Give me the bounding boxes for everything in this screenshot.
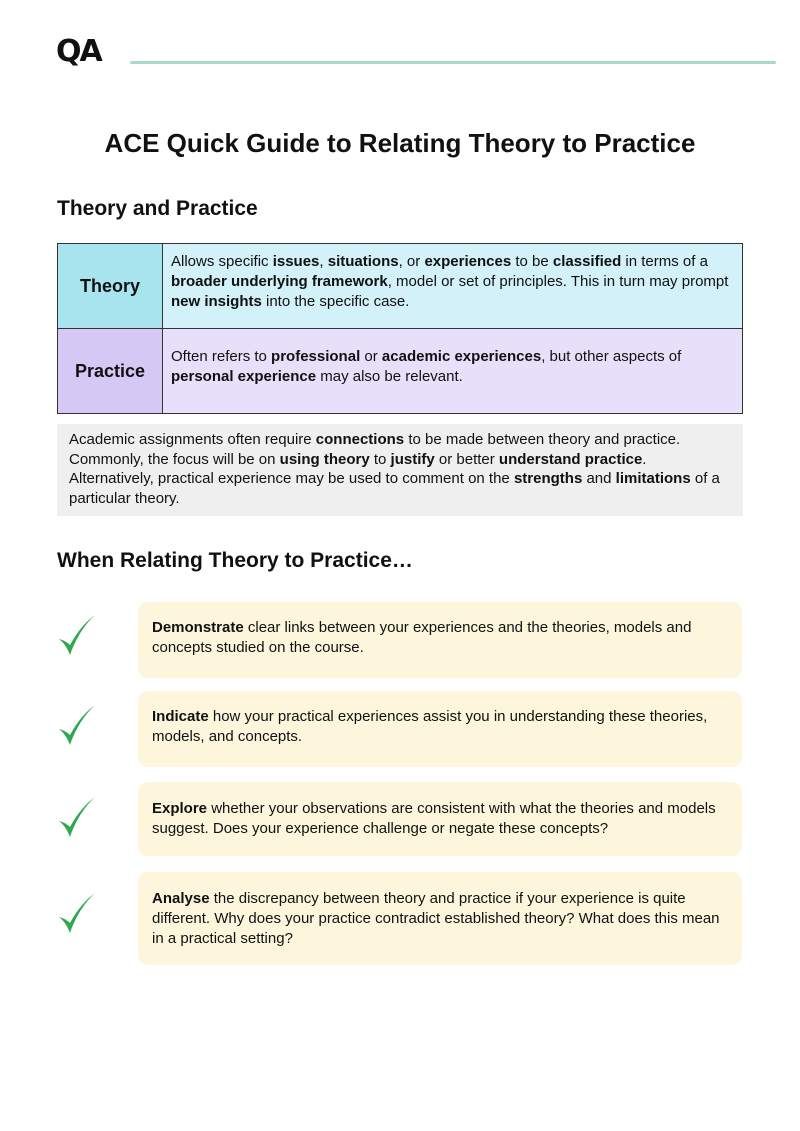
emphasized-text: academic experiences bbox=[381, 348, 542, 365]
body-text: of a particular theory. bbox=[69, 470, 720, 507]
body-text: Often refers to bbox=[171, 348, 272, 365]
emphasized-text: experiences bbox=[424, 253, 512, 270]
emphasized-text: justify bbox=[390, 450, 435, 468]
body-text: in terms of a bbox=[621, 253, 708, 270]
emphasized-text: limitations bbox=[615, 470, 691, 487]
emphasized-text: classified bbox=[552, 253, 622, 270]
guidance-text: clear links between your experiences and the theories, models and concepts studied on the course. bbox=[152, 619, 692, 656]
guidance-text: whether your observations are consistent with what the theories and models suggest. Does your experience challenge or negate these concepts? bbox=[152, 800, 716, 837]
guidance-card-indicate bbox=[138, 691, 742, 767]
body-text: and bbox=[582, 470, 616, 487]
body-text: to be bbox=[511, 253, 553, 270]
check-mark-icon bbox=[56, 702, 98, 750]
header-divider bbox=[130, 61, 776, 64]
emphasized-text: connections bbox=[315, 431, 405, 448]
emphasized-text: situations bbox=[327, 253, 399, 270]
qa-logo: QA bbox=[56, 34, 101, 69]
emphasized-text: understand practice bbox=[498, 450, 643, 468]
check-mark-icon bbox=[56, 794, 98, 842]
section-heading-theory-practice: Theory and Practice bbox=[57, 197, 258, 220]
body-text: Academic assignments often require bbox=[69, 431, 316, 448]
body-text: or better bbox=[434, 450, 499, 468]
emphasized-text: professional bbox=[271, 348, 361, 365]
body-text: , model or set of principles. This in turn may prompt bbox=[387, 273, 729, 290]
emphasized-text: personal experience bbox=[171, 368, 317, 385]
body-text: Allows specific bbox=[171, 253, 273, 270]
guidance-verb: Demonstrate bbox=[152, 619, 244, 636]
definitions-table bbox=[57, 243, 743, 414]
body-text: to be made between theory and practice. Commonly, the focus will be on bbox=[69, 431, 681, 468]
check-mark-icon bbox=[56, 612, 98, 660]
body-text: into the specific case. bbox=[261, 293, 410, 310]
body-text: , or bbox=[398, 253, 425, 270]
definition-theory bbox=[163, 244, 743, 329]
section-heading-relating: When Relating Theory to Practice… bbox=[57, 549, 413, 572]
table-row-practice bbox=[58, 329, 743, 414]
check-mark-icon bbox=[56, 890, 98, 938]
term-theory: Theory bbox=[58, 244, 163, 329]
body-text: . Alternatively, practical experience may be used to comment on the bbox=[69, 450, 647, 487]
table-row-theory bbox=[58, 244, 743, 329]
body-text: , but other aspects of bbox=[541, 348, 682, 365]
academic-note bbox=[57, 424, 743, 516]
guidance-verb: Analyse bbox=[152, 890, 210, 907]
guidance-card-explore bbox=[138, 782, 742, 856]
emphasized-text: using theory bbox=[279, 450, 370, 468]
body-text: may also be relevant. bbox=[316, 368, 463, 385]
document-title: ACE Quick Guide to Relating Theory to Practice bbox=[104, 128, 696, 158]
body-text: , bbox=[319, 253, 328, 270]
term-practice: Practice bbox=[58, 329, 163, 414]
definition-practice bbox=[163, 329, 743, 414]
guidance-text: how your practical experiences assist you in understanding these theories, models, and concepts. bbox=[152, 708, 708, 745]
emphasized-text: broader underlying framework bbox=[171, 273, 388, 290]
emphasized-text: new insights bbox=[171, 293, 262, 310]
body-text: to bbox=[369, 450, 391, 468]
body-text: or bbox=[360, 348, 382, 365]
emphasized-text: issues bbox=[272, 253, 320, 270]
guidance-text: the discrepancy between theory and practice if your experience is quite different. Why does your practice contradict established theory? What does this mean in a practical setting? bbox=[152, 890, 720, 947]
guidance-verb: Explore bbox=[152, 800, 208, 817]
guidance-verb: Indicate bbox=[152, 708, 209, 725]
emphasized-text: strengths bbox=[513, 470, 583, 487]
guidance-card-demonstrate bbox=[138, 602, 742, 678]
guidance-card-analyse bbox=[138, 872, 742, 965]
